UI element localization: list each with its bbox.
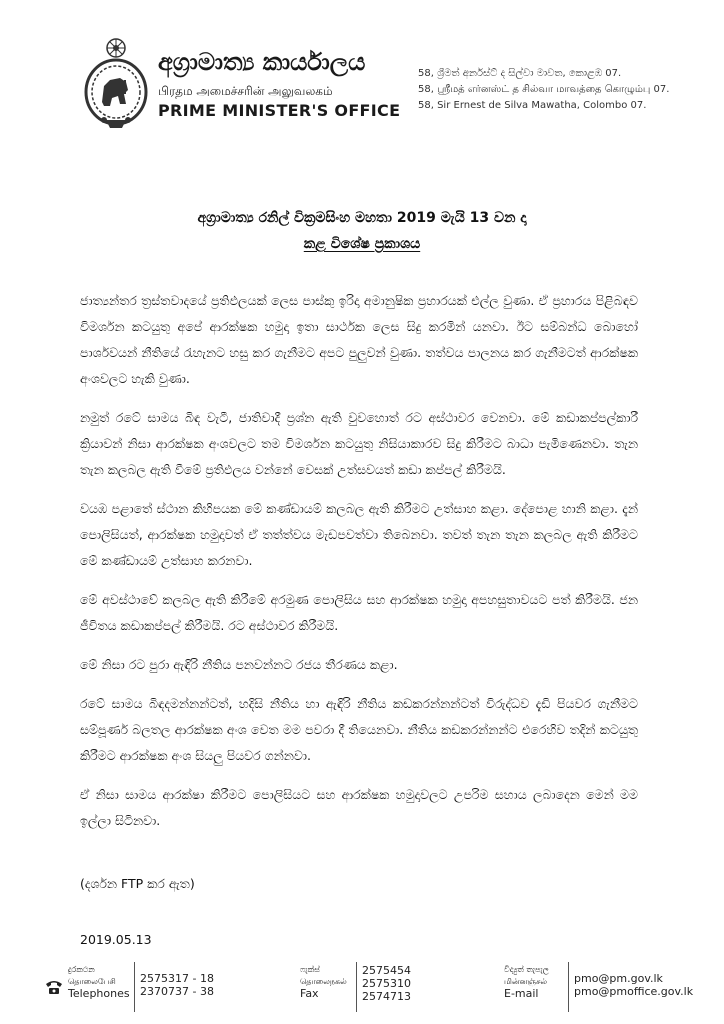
footer-divider xyxy=(568,962,569,1012)
address-english: 58, Sir Ernest de Silva Mawatha, Colombo 07. xyxy=(418,100,647,111)
phone-numbers xyxy=(140,972,214,998)
fax-numbers xyxy=(362,964,411,1003)
contact-footer xyxy=(0,958,724,1018)
phone-label-tamil: தொலைபேசி xyxy=(68,977,116,986)
broadcast-note: (දර්ශන FTP කර ඇත) xyxy=(80,876,195,891)
statement-subtitle-text: කළ විශේෂ ප්‍රකාශය xyxy=(303,236,421,252)
phone-number: 2575317 - 18 xyxy=(140,972,214,985)
office-address xyxy=(418,66,669,114)
fax-number: 2575454 xyxy=(362,964,411,977)
paragraph: මේ අවස්ථාවේ කලබල ඇති කිරීමේ අරමුණ පොලිසිය සහ ආරක්ෂක හමුදා අපහසුතාවයට පත් කිරීමයි. ජන ජීවිතය කඩාකප්පල් කිරීමයි. රට අස්ථාවර කිරීමයි. xyxy=(80,592,638,633)
office-name-english: PRIME MINISTER'S OFFICE xyxy=(158,101,401,120)
footer-divider xyxy=(134,962,135,1012)
email-addresses xyxy=(574,972,693,998)
phone-label xyxy=(68,964,130,1000)
email-label-english: E-mail xyxy=(504,987,539,1000)
footer-divider xyxy=(356,962,357,1012)
state-emblem-icon xyxy=(80,36,152,132)
fax-label-tamil: தொலைநகல் xyxy=(300,977,347,986)
statement-body xyxy=(80,288,638,847)
phone-label-english: Telephones xyxy=(68,987,130,1000)
fax-label-english: Fax xyxy=(300,987,319,1000)
address-tamil: 58, ஸ்ரீமத் எர்னஸ்ட் த சில்வா மாவத்தை கொழும்பு 07. xyxy=(418,84,670,95)
statement-subtitle xyxy=(0,236,724,252)
paragraph: ඒ නිසා සාමය ආරක්ෂා කිරීමට පොලිසියට සහ ආරක්ෂක හමුදාවලට උපරිම සහාය ලබාදෙන මෙන් මම ඉල්ලා සිටිනවා. xyxy=(80,787,638,828)
statement-date: 2019.05.13 xyxy=(80,932,152,947)
paragraph: ජාත්‍යන්තර ත්‍රස්තවාදයේ ප්‍රතිඵලයක් ලෙස පාස්කු ඉරිදා අමානුෂික ප්‍රහාරයක් එල්ල වුණා. ඒ ප්‍රහාරය පිළිබඳව විමර්ශන කටයුතු අපේ ආරක්ෂක හමුදා ඉතා සාර්ථක ලෙස සිදු කරමින් යනවා. ඊට සම්බන්ධ බොහෝ පාර්ශවයන් නීතියේ රැහැනට හසු කර ගැනීමට අපට පුලුවන් වුණා. තත්වය පාලනය කර ගැනීමටත් ආරක්ෂක අංශවලට හැකි වුණා. xyxy=(80,293,638,386)
phone-number: 2370737 - 38 xyxy=(140,985,214,998)
email-label-tamil: மின்னஞ்சல் xyxy=(504,977,548,986)
paragraph: නමුත් රටේ සාමය බිඳ වැටී, ජාතිවාදී ප්‍රශ්න ඇති වුවහොත් රට අස්ථාවර වෙනවා. මේ කඩාකප්පල්කාරී ක්‍රියාවන් නිසා ආරක්ෂක අංශවලට තම විමර්ශන කටයුතු නිසියාකාරව සිදු කිරීමට බාධා පැමිණෙනවා. තැන තැන කලබල ඇති වීමේ ප්‍රතිඵලය වන්නේ වෙසක් උත්සවයත් කඩා කප්පල් කිරීමයි. xyxy=(80,410,638,477)
address-sinhala: 58, ශ්‍රීමත් අර්නස්ට් ද සිල්වා මාවත, කොළඹ 07. xyxy=(418,68,622,79)
email-address[interactable]: pmo@pm.gov.lk xyxy=(574,972,663,985)
email-label-sinhala: විද්‍යුත් තැපැල xyxy=(504,965,549,974)
email-label xyxy=(504,964,549,1000)
paragraph: මේ නිසා රට පුරා ඇඳිරි නීතිය පනවන්නට රජය තීරණය කළා. xyxy=(80,657,398,672)
fax-label-sinhala: ෆැක්ස් xyxy=(300,965,320,974)
phone-label-sinhala: දුරකථන xyxy=(68,965,95,974)
office-name-sinhala: අග්‍රාමාත්‍ය කාර්යාලය xyxy=(158,48,366,76)
statement-title: අග්‍රාමාත්‍ය රනිල් වික්‍රමසිංහ මහතා 2019 මැයි 13 වන දා xyxy=(197,210,527,226)
fax-number: 2574713 xyxy=(362,990,411,1003)
email-address[interactable]: pmo@pmoffice.gov.lk xyxy=(574,985,694,998)
fax-number: 2575310 xyxy=(362,977,411,990)
telephone-icon xyxy=(44,978,64,996)
paragraph: වයඹ පළාතේ ස්ථාන කිහිපයක මේ කණ්ඩායම් කලබල ඇති කිරීමට උත්සාහ කළා. දේපොළ හානි කළා. දැන් පොලිසියත්, ආරක්ෂක හමුදාවත් ඒ තත්ත්වය මැඩපවත්වා තිබෙනවා. තවත් තැන තැන කලබල ඇති කිරීමට මේ කණ්ඩායම් උත්සාහ කරනවා. xyxy=(80,501,638,568)
office-name-tamil: பிரதம அமைச்சரின் அலுவலகம் xyxy=(158,84,333,98)
fax-label xyxy=(300,964,347,1000)
paragraph: රටේ සාමය බිඳදමන්නන්ටත්, හදිසි නීතිය හා ඇඳිරි නීතිය කඩකරන්නන්ටත් විරුද්ධව දැඩි පියවර ගැනීමට සම්පූර්ණ බලතල ආරක්ෂක අංශ වෙත මම පවරා දී තියෙනවා. නීතිය කඩකරන්නන්ට එරෙහිව තදින් කටයුතු කිරීමට ආරක්ෂක අංශ සියලු පියවර ගන්නවා. xyxy=(80,696,638,763)
